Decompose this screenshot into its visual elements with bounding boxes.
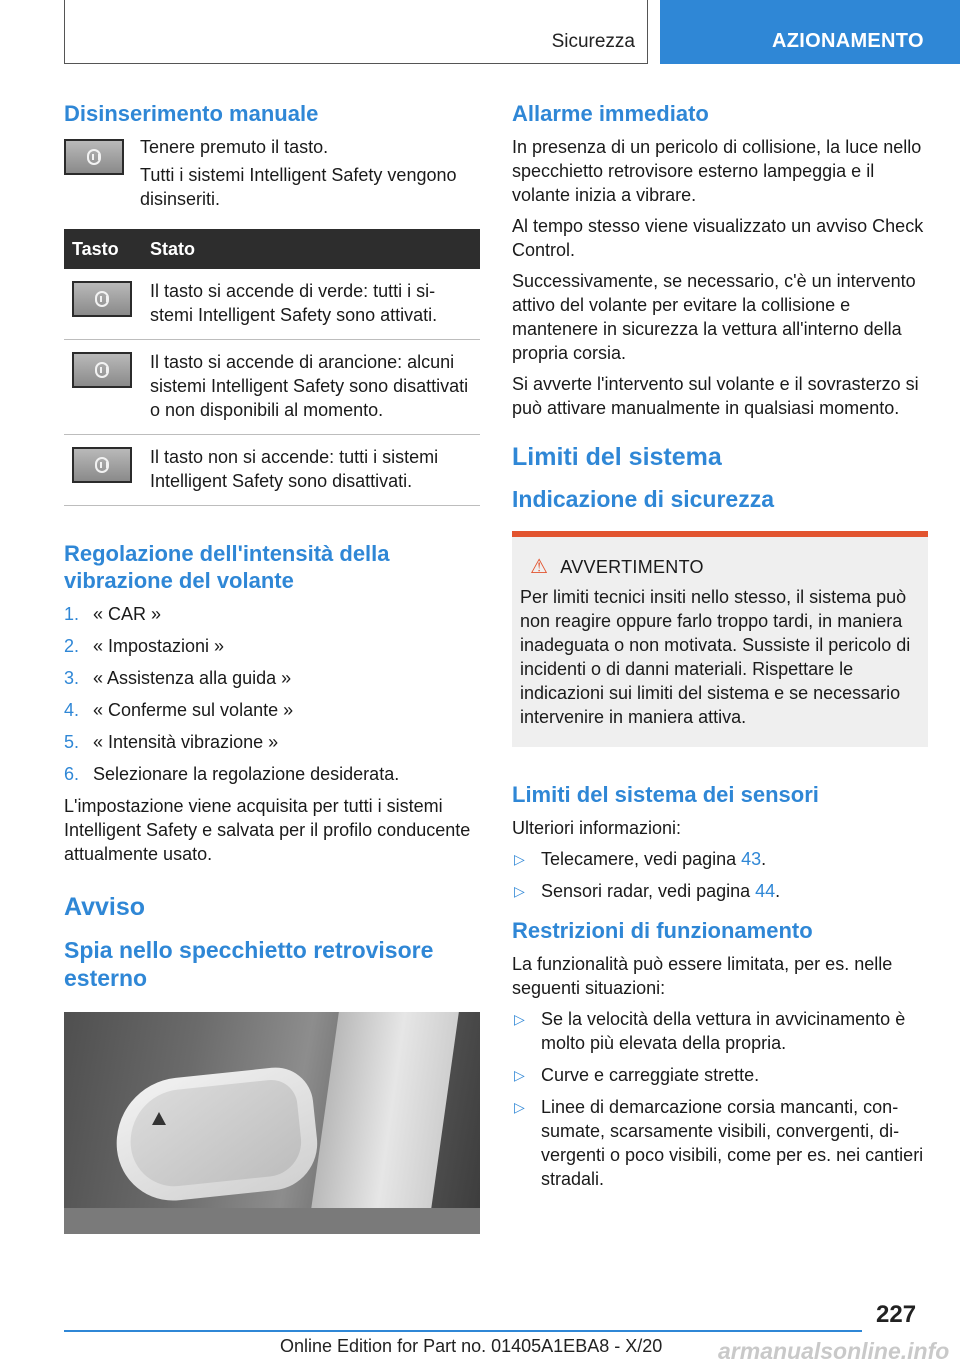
header-section-title: Sicurezza [551,31,635,52]
footer-divider [64,1330,862,1332]
manual-deactivation-heading: Disinserimento manuale [64,101,319,126]
sensor-limits-intro: Ulteriori informazioni: [512,818,682,838]
bullet-triangle-icon: ▷ [514,851,525,867]
button-green-icon [72,281,132,317]
list-item: ▷ Sensori radar, vedi pagina 44. [514,881,781,901]
list-item: ▷ Se la velocità della vettura in avvicinamento è molto più elevata della propria. [514,1009,906,1053]
warning-text: Per limiti tecnici insiti nello stesso, il sistema può non reagire oppure farlo troppo tardi, in maniera inadeguata o non motivata. Sussiste il pericolo di incidenti o di danni materiali. Rispettare le indicazioni sui limiti del sistema e se necessario intervenire in maniera attiva. [520,587,911,727]
table-cell-status: Il tasto si accende di arancione: alcuni sistemi Intelligent Safety sono disattivati o non disponibili al momento. [142,340,480,435]
table-cell-status: Il tasto non si accende: tutti i sistemi Intelligent Safety sono disattivati. [142,435,480,506]
list-item: 5. « Intensità vibrazione » [64,732,279,752]
warning-triangle-icon: ⚠ [530,556,549,578]
immediate-alarm-heading: Allarme immediato [512,101,709,126]
alarm-paragraph-1: In presenza di un pericolo di collisione, la luce nello specchietto retrovisore esterno lampeggia e il volante inizia a vibrare. [512,137,922,205]
table-header-status: Stato [142,229,480,269]
vibration-heading: Regolazione dell'intensità della vibrazione del volante [64,541,390,593]
side-mirror-photo [64,1012,480,1234]
page-link-44[interactable]: 44 [755,881,776,901]
table-row [64,269,480,340]
safety-note-heading: Indicazione di sicurezza [512,486,775,512]
mirror-light-heading: Spia nello specchietto retrovisore esterno [64,937,434,991]
sensor-limits-list [512,847,928,903]
manual-deactivation-intro [64,135,480,183]
manual-line-1: Tenere premuto il tasto. [140,137,329,157]
system-limits-heading: Limiti del sistema [512,443,722,471]
alarm-paragraph-4: Si avverte l'intervento sul volante e il sovrasterzo si può attivare manualmente in qualsiasi momento. [512,374,919,418]
button-status-table [64,229,480,506]
list-item: 4. « Conferme sul volante » [64,700,294,720]
avviso-heading: Avviso [64,893,146,921]
header-chapter-tab: AZIONAMENTO [660,0,960,64]
page-number: 227 [876,1301,917,1328]
vibration-note: L'impostazione viene acquisita per tutti i sistemi Intelligent Safety e salvata per il profilo conducente attualmente usato. [64,796,471,864]
button-off-icon [72,447,132,483]
alarm-paragraph-2: Al tempo stesso viene visualizzato un avviso Check Control. [512,216,924,260]
watermark: armanualsonline.info [718,1338,950,1364]
warning-box [512,531,928,747]
table-row [64,435,480,506]
list-item: ▷ Telecamere, vedi pagina 43. [514,849,767,869]
vibration-steps [64,602,480,786]
sensor-limits-heading: Limiti del sistema dei sensori [512,782,819,807]
alarm-paragraph-3: Successivamente, se necessario, c'è un intervento attivo del volante per evitare la collisione e mantenere in sicurezza la vettura all'interno della propria corsia. [512,271,916,363]
warning-label: AVVERTIMENTO [560,557,704,577]
mirror-warning-light-icon [152,1112,166,1125]
table-cell-status: Il tasto si accende di verde: tutti i sistemi Intelligent Safety sono attivati. [142,269,480,340]
manual-line-2-text: Tutti i sistemi Intelligent Safety vengono disinseriti. [140,165,457,209]
list-item: 2. « Impostazioni » [64,636,225,656]
table-row [64,340,480,435]
restrictions-intro: La funzionalità può essere limitata, per es. nelle seguenti situazioni: [512,954,893,998]
bullet-triangle-icon: ▷ [514,883,525,899]
bullet-triangle-icon: ▷ [514,1011,525,1027]
restrictions-list [512,1007,928,1191]
page-link-43[interactable]: 43 [741,849,762,869]
button-orange-icon [72,352,132,388]
intelligent-safety-button-icon [64,139,124,175]
warning-title [520,555,918,579]
list-item: 3. « Assistenza alla guida » [64,668,292,688]
bullet-triangle-icon: ▷ [514,1099,525,1115]
left-column [64,100,480,1234]
restrictions-heading: Restrizioni di funzionamento [512,918,813,943]
table-header-button: Tasto [64,229,142,269]
list-item: ▷ Curve e carreggiate strette. [514,1065,760,1085]
list-item: 6. Selezionare la regolazione desiderata. [64,764,400,784]
header-section-box [64,0,648,64]
list-item: ▷ Linee di demarcazione corsia mancanti, consumate, scarsamente visibili, convergenti, divergenti o poco visibili, come per es. nei cantieri stradali. [514,1097,924,1189]
list-item: 1. « CAR » [64,604,162,624]
footer-edition: Online Edition for Part no. 01405A1EBA8 - X/20 [280,1336,663,1356]
bullet-triangle-icon: ▷ [514,1067,525,1083]
right-column [512,100,928,1201]
